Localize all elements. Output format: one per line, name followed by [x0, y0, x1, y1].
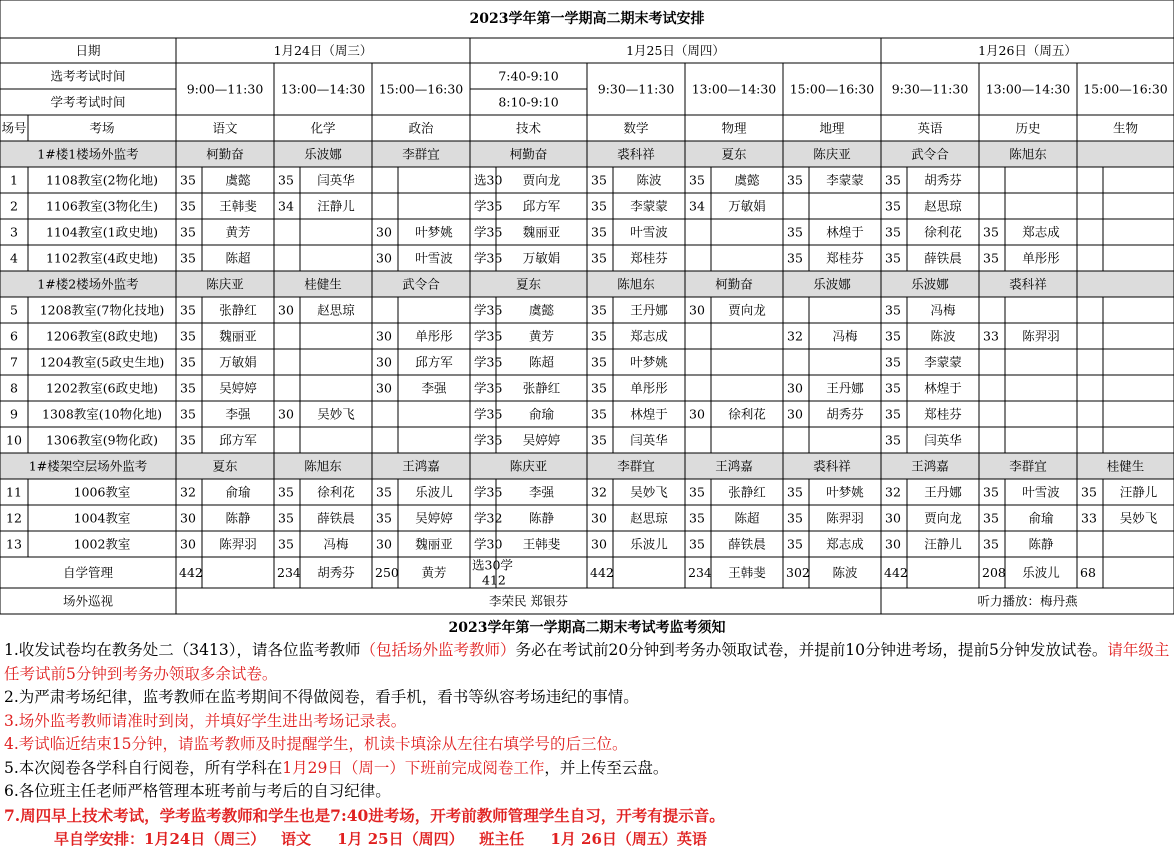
- student-count: 35: [591, 198, 607, 214]
- invigilator-name: 吴妙飞: [1119, 510, 1158, 526]
- morning-study-schedule: 早自学安排：1月24日（周三） 语文 1月 25日（周四） 班主任 1月 26日（周五）英语: [54, 830, 707, 848]
- student-count: 35: [689, 172, 705, 188]
- room-number: 1: [10, 172, 18, 188]
- student-count: 30: [885, 510, 901, 526]
- exam-time: 9:30—11:30: [597, 81, 675, 97]
- note-1: 1.收发试卷均在教务处二（3413），请各位监考教师（包括场外监考教师）务必在考试前20分钟到考务办领取试卷，并提前10分钟进考场，提前5分钟发放试卷。请年级主任考试前5分钟到考务办领取多余试卷。: [4, 641, 1170, 683]
- note-7: 7.周四早上技术考试，学考监考教师和学生也是7:40进考场，开考前教师管理学生自习，开考有提示音。: [4, 805, 725, 825]
- invigilator-name: 徐利花: [728, 406, 766, 422]
- invigilator-name: 陈超: [734, 510, 760, 526]
- student-count: 35: [278, 536, 294, 552]
- exam-time: 13:00—14:30: [691, 81, 777, 97]
- student-count: 302: [786, 565, 810, 580]
- room-name: 1308教室(10物化地): [42, 406, 162, 422]
- invigilator-name: 陈静: [225, 510, 251, 526]
- student-count: 234: [277, 565, 301, 580]
- student-count: 35: [591, 406, 607, 422]
- listening-broadcaster: 听力播放：梅丹燕: [977, 593, 1078, 609]
- student-count: 35: [885, 250, 901, 266]
- student-count: 32: [591, 484, 607, 500]
- student-count: 33: [983, 328, 999, 344]
- student-count: 学32: [474, 510, 503, 526]
- room-name: 1206教室(8政史地): [45, 328, 159, 344]
- invigilator-name: 万敏娟: [219, 354, 257, 370]
- outside-supervisor: 桂健生: [1106, 458, 1145, 474]
- invigilator-name: 黄芳: [528, 328, 555, 344]
- day-header: 1月24日（周三）: [273, 43, 373, 58]
- invigilator-name: 俞瑜: [225, 484, 251, 500]
- date-label: 日期: [75, 43, 101, 58]
- student-count: 442: [590, 565, 614, 580]
- invigilator-name: 俞瑜: [528, 406, 555, 422]
- student-count: 学30: [474, 536, 503, 552]
- student-count: 35: [787, 510, 803, 526]
- student-count: 35: [689, 510, 705, 526]
- student-count: 35: [885, 302, 901, 318]
- student-count: 68: [1080, 565, 1096, 580]
- group-label: 1#楼2楼场外监考: [37, 276, 139, 292]
- room-number: 7: [10, 354, 18, 370]
- student-count: 33: [1081, 510, 1097, 526]
- invigilator-name: 郑桂芬: [630, 250, 668, 266]
- student-count: 30: [278, 302, 294, 318]
- invigilator-name: 邱方军: [522, 198, 561, 214]
- student-count: 250: [375, 565, 399, 580]
- student-count: 30: [278, 406, 294, 422]
- room-number: 3: [10, 224, 18, 240]
- student-count: 412: [482, 572, 506, 588]
- outside-supervisor: 陈庆亚: [813, 146, 851, 162]
- room-name: 1104教室(1政史地): [45, 224, 159, 240]
- exam-time: 13:00—14:30: [280, 81, 366, 97]
- outside-supervisor: 柯勤奋: [509, 146, 548, 162]
- student-count: 30: [376, 354, 392, 370]
- invigilator-name: 乐波儿: [630, 536, 668, 552]
- invigilator-name: 单彤彤: [630, 380, 668, 396]
- student-count: 35: [787, 484, 803, 500]
- student-count: 学35: [474, 198, 503, 214]
- student-count: 35: [787, 536, 803, 552]
- day-header: 1月26日（周五）: [978, 43, 1077, 58]
- invigilator-name: 叶梦姚: [630, 354, 668, 370]
- student-count: 234: [688, 565, 712, 580]
- student-count: 208: [982, 565, 1006, 580]
- room-name: 1004教室: [73, 510, 131, 526]
- invigilator-name: 张静红: [728, 484, 766, 500]
- room-number: 10: [6, 432, 22, 448]
- invigilator-name: 王丹娜: [924, 484, 962, 500]
- student-count: 30: [591, 536, 607, 552]
- outside-supervisor: 陈庆亚: [509, 458, 548, 474]
- invigilator-name: 虞懿: [734, 172, 760, 188]
- room-name: 1108教室(2物化地): [45, 172, 159, 188]
- student-count: 35: [1081, 484, 1097, 500]
- outside-supervisor: 柯勤奋: [715, 276, 753, 292]
- subject-header: 数学: [623, 120, 649, 136]
- student-count: 35: [885, 198, 901, 214]
- invigilator-name: 王丹娜: [826, 380, 864, 396]
- outside-supervisor: 武令合: [402, 276, 440, 292]
- invigilator-name: 徐利花: [924, 224, 962, 240]
- invigilator-name: 虞懿: [528, 302, 555, 318]
- note-3: 3.场外监考教师请准时到岗，并填好学生进出考场记录表。: [4, 711, 407, 730]
- group-label: 1#楼1楼场外监考: [37, 146, 139, 162]
- exam-time: 9:30—11:30: [891, 81, 969, 97]
- student-count: 35: [983, 250, 999, 266]
- room-number: 11: [6, 484, 22, 500]
- invigilator-name: 陈羿羽: [826, 510, 864, 526]
- invigilator-name: 汪静儿: [924, 536, 962, 552]
- invigilator-name: 乐波儿: [415, 484, 453, 500]
- student-count: 35: [591, 354, 607, 370]
- outside-supervisor: 乐波娜: [911, 276, 949, 292]
- exam-time: 15:00—16:30: [1083, 81, 1168, 97]
- student-count: 35: [278, 172, 294, 188]
- patrol-names: 李荣民 郑银芬: [489, 593, 568, 609]
- room-name: 1204教室(5政史生地): [39, 354, 165, 370]
- exam-time: 15:00—16:30: [378, 81, 464, 97]
- student-count: 学35: [474, 224, 503, 240]
- room-header: 考场: [89, 120, 115, 136]
- student-count: 选30学: [472, 557, 513, 573]
- subject-header: 政治: [408, 120, 434, 136]
- invigilator-name: 吴妙飞: [317, 406, 355, 422]
- invigilator-name: 冯梅: [832, 328, 858, 344]
- student-count: 30: [787, 406, 803, 422]
- tech-academic-time: 8:10-9:10: [498, 94, 559, 110]
- student-count: 30: [689, 406, 705, 422]
- invigilator-name: 吴婷婷: [522, 432, 561, 448]
- student-count: 35: [278, 510, 294, 526]
- student-count: 30: [689, 302, 705, 318]
- student-count: 35: [180, 224, 196, 240]
- student-count: 30: [180, 536, 196, 552]
- invigilator-name: 闫英华: [630, 432, 668, 448]
- invigilator-name: 郑志成: [826, 536, 864, 552]
- room-number-header: 场号: [1, 120, 27, 136]
- student-count: 35: [376, 510, 392, 526]
- outside-supervisor: 裘科祥: [1009, 276, 1047, 292]
- invigilator-name: 郑桂芬: [826, 250, 864, 266]
- student-count: 35: [787, 250, 803, 266]
- exam-time: 9:00—11:30: [186, 81, 264, 97]
- invigilator-name: 冯梅: [930, 302, 956, 318]
- student-count: 35: [983, 536, 999, 552]
- invigilator-name: 王韩斐: [522, 536, 561, 552]
- invigilator-name: 叶梦姚: [415, 224, 453, 240]
- invigilator-name: 胡秀芬: [924, 172, 962, 188]
- subject-header: 生物: [1112, 120, 1139, 136]
- outside-supervisor: 陈旭东: [1009, 146, 1047, 162]
- day-header: 1月25日（周四）: [626, 43, 725, 58]
- student-count: 32: [787, 328, 803, 344]
- outside-supervisor: 王鸿嘉: [402, 458, 440, 474]
- note-4: 4.考试临近结束15分钟，请监考教师及时提醒学生，机读卡填涂从左往右填学号的后三位。: [4, 735, 628, 753]
- student-count: 35: [689, 536, 705, 552]
- student-count: 35: [180, 328, 196, 344]
- invigilator-name: 闫英华: [924, 432, 962, 448]
- student-count: 34: [689, 198, 705, 214]
- student-count: 学35: [474, 380, 503, 396]
- invigilator-name: 万敏娟: [522, 250, 561, 266]
- student-count: 35: [689, 484, 705, 500]
- outside-supervisor: 夏东: [212, 458, 238, 474]
- student-count: 35: [180, 354, 196, 370]
- student-count: 学35: [474, 432, 503, 448]
- invigilator-name: 叶雪波: [415, 250, 453, 266]
- invigilator-name: 李强: [528, 484, 555, 500]
- invigilator-name: 邱方军: [219, 432, 257, 448]
- student-count: 35: [885, 432, 901, 448]
- self-study-label: 自学管理: [62, 565, 114, 580]
- academic-time-label: 学考考试时间: [50, 94, 126, 110]
- student-count: 32: [180, 484, 196, 500]
- invigilator-name: 李强: [225, 406, 251, 422]
- student-count: 35: [180, 432, 196, 448]
- student-count: 35: [591, 172, 607, 188]
- outside-supervisor: 李群宜: [402, 146, 440, 162]
- student-count: 442: [884, 565, 908, 580]
- outside-supervisor: 柯勤奋: [206, 146, 244, 162]
- outside-supervisor: 夏东: [515, 276, 542, 292]
- invigilator-name: 张静红: [522, 380, 561, 396]
- subject-header: 历史: [1015, 120, 1041, 136]
- subject-header: 技术: [515, 120, 542, 136]
- student-count: 35: [180, 406, 196, 422]
- student-count: 35: [591, 328, 607, 344]
- invigilator-name: 吴婷婷: [219, 380, 257, 396]
- invigilator-name: 闫英华: [317, 172, 355, 188]
- student-count: 学35: [474, 484, 503, 500]
- exam-time: 15:00—16:30: [789, 81, 875, 97]
- invigilator-name: 贾向龙: [924, 510, 962, 526]
- student-count: 35: [787, 224, 803, 240]
- invigilator-name: 林煌于: [826, 224, 864, 240]
- invigilator-name: 单彤彤: [415, 328, 453, 344]
- invigilator-name: 陈静: [1028, 536, 1054, 552]
- room-name: 1106教室(3物化生): [45, 198, 159, 214]
- invigilation-notes: [0, 617, 1174, 857]
- invigilator-name: 李蒙蒙: [630, 198, 668, 214]
- outside-supervisor: 裘科祥: [617, 146, 655, 162]
- student-count: 35: [885, 224, 901, 240]
- invigilator-name: 薛铁晨: [728, 536, 766, 552]
- invigilator-name: 黄芳: [225, 224, 251, 240]
- student-count: 30: [180, 510, 196, 526]
- student-count: 35: [180, 172, 196, 188]
- invigilator-name: 李蒙蒙: [924, 354, 962, 370]
- invigilator-name: 汪静儿: [317, 198, 355, 214]
- room-number: 6: [10, 328, 18, 344]
- room-number: 8: [10, 380, 18, 396]
- invigilator-name: 胡秀芬: [826, 406, 864, 422]
- outside-supervisor: 桂健生: [304, 276, 342, 292]
- select-time-label: 选考考试时间: [50, 68, 126, 84]
- invigilator-name: 薛铁晨: [924, 250, 962, 266]
- student-count: 35: [591, 224, 607, 240]
- page-title: 2023学年第一学期高二期末考试安排: [469, 11, 705, 27]
- student-count: 35: [376, 484, 392, 500]
- invigilator-name: 李蒙蒙: [826, 172, 864, 188]
- student-count: 35: [180, 250, 196, 266]
- invigilator-name: 贾向龙: [728, 302, 766, 318]
- invigilator-name: 邱方军: [415, 354, 453, 370]
- outside-supervisor: 乐波娜: [304, 146, 342, 162]
- student-count: 35: [885, 406, 901, 422]
- invigilator-name: 冯梅: [323, 536, 349, 552]
- invigilator-name: 赵思琼: [924, 198, 962, 214]
- outside-supervisor: 裘科祥: [813, 458, 851, 474]
- invigilator-name: 李强: [421, 380, 447, 396]
- invigilator-name: 郑桂芬: [924, 406, 962, 422]
- outside-supervisor: 王鸿嘉: [715, 458, 753, 474]
- student-count: 35: [885, 328, 901, 344]
- room-number: 2: [10, 198, 18, 214]
- room-number: 5: [10, 302, 18, 318]
- student-count: 442: [179, 565, 203, 580]
- student-count: 35: [885, 172, 901, 188]
- invigilator-name: 林煌于: [924, 380, 962, 396]
- self-study-manager: 胡秀芬: [317, 565, 355, 580]
- invigilator-name: 万敏娟: [728, 198, 766, 214]
- self-study-manager: 陈波: [832, 565, 858, 580]
- note-5: 5.本次阅卷各学科自行阅卷，所有学科在1月29日（周一）下班前完成阅卷工作，并上传至云盘。: [4, 758, 669, 777]
- invigilator-name: 汪静儿: [1119, 484, 1158, 500]
- outside-supervisor: 李群宜: [617, 458, 655, 474]
- patrol-label: 场外巡视: [62, 593, 114, 609]
- student-count: 学35: [474, 250, 503, 266]
- invigilator-name: 陈波: [930, 328, 956, 344]
- outside-supervisor: 夏东: [721, 146, 747, 162]
- room-number: 12: [6, 510, 22, 526]
- invigilator-name: 叶雪波: [630, 224, 668, 240]
- student-count: 35: [278, 484, 294, 500]
- student-count: 30: [376, 250, 392, 266]
- self-study-manager: 乐波儿: [1022, 565, 1060, 580]
- student-count: 35: [787, 172, 803, 188]
- invigilator-name: 张静红: [219, 302, 257, 318]
- student-count: 35: [885, 380, 901, 396]
- room-name: 1102教室(4政史地): [45, 250, 159, 266]
- invigilator-name: 魏丽亚: [415, 536, 453, 552]
- outside-supervisor: 王鸿嘉: [911, 458, 949, 474]
- student-count: 学35: [474, 354, 503, 370]
- room-number: 9: [10, 406, 18, 422]
- room-name: 1006教室: [73, 484, 131, 500]
- subject-header: 地理: [819, 120, 845, 136]
- room-number: 13: [6, 536, 22, 552]
- invigilator-name: 魏丽亚: [522, 224, 561, 240]
- group-label: 1#楼架空层场外监考: [28, 458, 148, 474]
- student-count: 35: [180, 380, 196, 396]
- room-name: 1202教室(6政史地): [45, 380, 159, 396]
- student-count: 30: [376, 380, 392, 396]
- student-count: 35: [983, 484, 999, 500]
- self-study-manager: 王韩斐: [728, 565, 766, 580]
- invigilator-name: 魏丽亚: [219, 328, 257, 344]
- student-count: 选30: [474, 172, 503, 188]
- invigilator-name: 林煌于: [630, 406, 668, 422]
- invigilator-name: 陈静: [528, 510, 555, 526]
- subject-header: 语文: [212, 120, 238, 136]
- invigilator-name: 王韩斐: [219, 198, 257, 214]
- student-count: 34: [278, 198, 294, 214]
- student-count: 35: [180, 198, 196, 214]
- room-name: 1208教室(7物化技地): [39, 302, 165, 318]
- exam-time: 13:00—14:30: [985, 81, 1071, 97]
- note-2: 2.为严肃考场纪律，监考教师在监考期间不得做阅卷，看手机，看书等纵容考场违纪的事情。: [4, 688, 639, 706]
- tech-select-time: 7:40-9:10: [498, 68, 559, 84]
- student-count: 35: [180, 302, 196, 318]
- student-count: 学35: [474, 302, 503, 318]
- student-count: 35: [591, 250, 607, 266]
- student-count: 30: [376, 328, 392, 344]
- student-count: 30: [787, 380, 803, 396]
- student-count: 35: [591, 432, 607, 448]
- room-name: 1306教室(9物化政): [45, 432, 159, 448]
- outside-supervisor: 李群宜: [1009, 458, 1047, 474]
- subject-header: 物理: [721, 120, 747, 136]
- invigilator-name: 徐利花: [317, 484, 355, 500]
- invigilator-name: 吴妙飞: [630, 484, 668, 500]
- invigilator-name: 王丹娜: [630, 302, 668, 318]
- invigilator-name: 陈超: [528, 354, 555, 370]
- invigilator-name: 虞懿: [225, 172, 251, 188]
- student-count: 35: [983, 510, 999, 526]
- student-count: 学35: [474, 328, 503, 344]
- invigilator-name: 俞瑜: [1028, 510, 1054, 526]
- outside-supervisor: 乐波娜: [813, 276, 851, 292]
- invigilator-name: 贾向龙: [522, 172, 561, 188]
- invigilator-name: 陈超: [225, 250, 251, 266]
- student-count: 30: [591, 510, 607, 526]
- student-count: 30: [885, 536, 901, 552]
- subject-header: 英语: [917, 120, 943, 136]
- invigilator-name: 叶雪波: [1022, 484, 1060, 500]
- invigilator-name: 陈波: [636, 172, 662, 188]
- invigilator-name: 吴婷婷: [415, 510, 453, 526]
- invigilator-name: 单彤彤: [1022, 250, 1060, 266]
- invigilator-name: 郑志成: [630, 328, 668, 344]
- outside-supervisor: 陈庆亚: [206, 276, 244, 292]
- outside-supervisor: 陈旭东: [617, 276, 655, 292]
- student-count: 30: [376, 224, 392, 240]
- notes-title: 2023学年第一学期高二期末考试考监考须知: [448, 620, 726, 636]
- invigilator-name: 陈羿羽: [219, 536, 257, 552]
- student-count: 32: [885, 484, 901, 500]
- invigilator-name: 郑志成: [1022, 224, 1060, 240]
- room-name: 1002教室: [73, 536, 131, 552]
- invigilator-name: 薛铁晨: [317, 510, 355, 526]
- self-study-manager: 黄芳: [421, 565, 447, 580]
- student-count: 30: [376, 536, 392, 552]
- invigilator-name: 赵思琼: [630, 510, 668, 526]
- room-number: 4: [10, 250, 18, 266]
- student-count: 35: [591, 380, 607, 396]
- invigilator-name: 赵思琼: [317, 302, 355, 318]
- subject-header: 化学: [310, 120, 336, 136]
- note-6: 6.各位班主任老师严格管理本班考前与考后的自习纪律。: [4, 782, 391, 800]
- student-count: 35: [983, 224, 999, 240]
- student-count: 学35: [474, 406, 503, 422]
- invigilator-name: 叶梦姚: [826, 484, 864, 500]
- invigilator-name: 陈羿羽: [1022, 328, 1060, 344]
- outside-supervisor: 武令合: [911, 146, 949, 162]
- student-count: 35: [885, 354, 901, 370]
- student-count: 35: [591, 302, 607, 318]
- outside-supervisor: 陈旭东: [304, 458, 342, 474]
